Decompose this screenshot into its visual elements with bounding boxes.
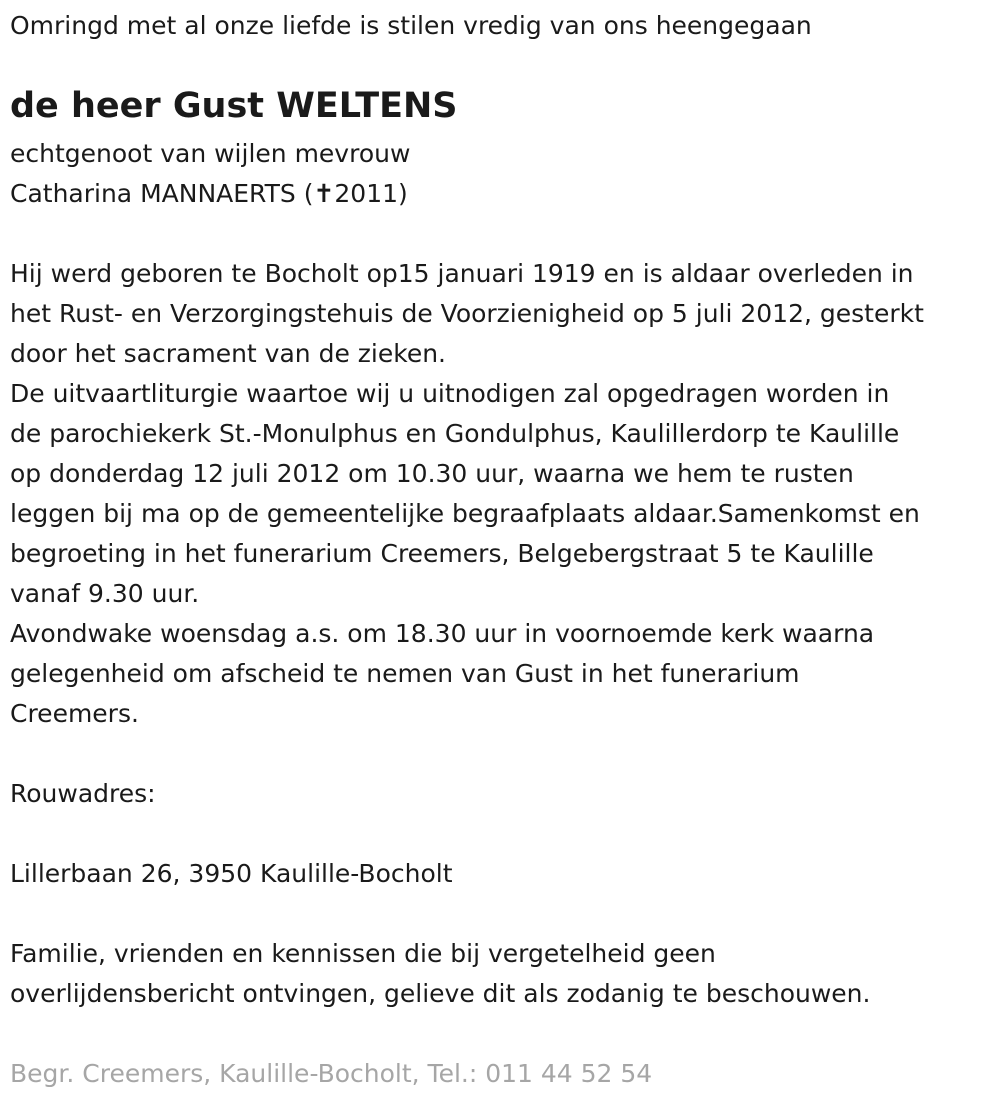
body-line: gelegenheid om afscheid te nemen van Gust in het funerarium <box>10 659 800 688</box>
spouse-block <box>10 134 410 214</box>
body-line: het Rust- en Verzorgingstehuis de Voorzienigheid op 5 juli 2012, gesterkt <box>10 299 924 328</box>
funeral-details <box>10 254 924 734</box>
closing-note <box>10 934 870 1014</box>
spouse-line: echtgenoot van wijlen mevrouw <box>10 139 411 168</box>
funeral-home-footer: Begr. Creemers, Kaulille-Bocholt, Tel.: 011 44 52 54 <box>10 1059 653 1088</box>
closing-line: overlijdensbericht ontvingen, gelieve dit als zodanig te beschouwen. <box>10 979 871 1008</box>
body-line: Avondwake woensdag a.s. om 18.30 uur in voornoemde kerk waarna <box>10 619 875 648</box>
closing-line: Familie, vrienden en kennissen die bij vergetelheid geen <box>10 939 716 968</box>
deceased-name: de heer Gust WELTENS <box>10 86 458 126</box>
body-line: Creemers. <box>10 699 139 728</box>
intro-text: Omringd met al onze liefde is stilen vredig van ons heengegaan <box>10 11 812 40</box>
body-line: Hij werd geboren te Bocholt op15 januari 1919 en is aldaar overleden in <box>10 259 914 288</box>
mourning-address: Lillerbaan 26, 3950 Kaulille-Bocholt <box>10 859 453 888</box>
body-line: door het sacrament van de zieken. <box>10 339 446 368</box>
body-line: begroeting in het funerarium Creemers, Belgebergstraat 5 te Kaulille <box>10 539 874 568</box>
body-line: De uitvaartliturgie waartoe wij u uitnodigen zal opgedragen worden in <box>10 379 890 408</box>
body-line: op donderdag 12 juli 2012 om 10.30 uur, waarna we hem te rusten <box>10 459 854 488</box>
rouwadres-label: Rouwadres: <box>10 779 156 808</box>
body-line: leggen bij ma op de gemeentelijke begraafplaats aldaar.Samenkomst en <box>10 499 920 528</box>
body-line: vanaf 9.30 uur. <box>10 579 200 608</box>
spouse-line: Catharina MANNAERTS (✝2011) <box>10 179 408 208</box>
body-line: de parochiekerk St.-Monulphus en Gondulphus, Kaulillerdorp te Kaulille <box>10 419 900 448</box>
